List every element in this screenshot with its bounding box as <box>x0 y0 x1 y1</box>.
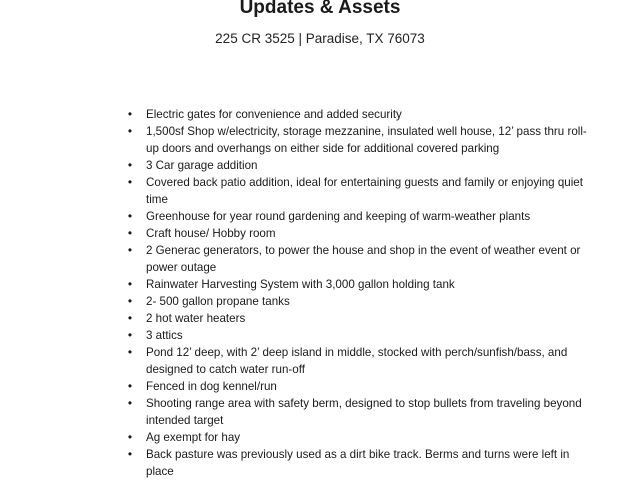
bullet-icon: • <box>127 226 133 240</box>
list-item-text: 2 Generac generators, to power the house and shop in the event of weather event or power outage <box>146 244 581 274</box>
list-item <box>124 157 594 174</box>
list-item <box>124 276 594 293</box>
bullet-icon: • <box>127 277 133 291</box>
bullet-icon: • <box>127 175 133 189</box>
property-address: 225 CR 3525 | Paradise, TX 76073 <box>215 31 425 46</box>
bullet-icon: • <box>127 447 133 461</box>
bullet-icon: • <box>127 107 133 121</box>
bullet-icon: • <box>127 379 133 393</box>
list-item <box>124 344 594 378</box>
list-item-text: Electric gates for convenience and added security <box>146 108 402 121</box>
bullet-icon: • <box>127 311 133 325</box>
bullet-icon: • <box>127 396 133 410</box>
bullet-icon: • <box>127 158 133 172</box>
bullet-icon: • <box>127 294 133 308</box>
list-item-text: Pond 12’ deep, with 2’ deep island in middle, stocked with perch/sunfish/bass, and designed to catch water run-off <box>146 346 568 376</box>
list-item <box>124 429 594 446</box>
list-item <box>124 174 594 208</box>
bullet-icon: • <box>127 243 133 257</box>
list-item-text: Greenhouse for year round gardening and keeping of warm-weather plants <box>146 210 531 223</box>
list-item-text: Covered back patio addition, ideal for entertaining guests and family or enjoying quiet time <box>146 176 583 206</box>
list-item-text: Ag exempt for hay <box>146 431 241 444</box>
list-item <box>124 378 594 395</box>
bullet-icon: • <box>127 209 133 223</box>
list-item-text: Back pasture was previously used as a dirt bike track. Berms and turns were left in place <box>146 448 570 478</box>
list-item-text: 3 Car garage addition <box>146 159 258 172</box>
list-item <box>124 446 594 480</box>
list-item <box>124 327 594 344</box>
list-item <box>124 208 594 225</box>
list-item-text: 2 hot water heaters <box>146 312 246 325</box>
bullet-icon: • <box>127 124 133 138</box>
list-item <box>124 123 594 157</box>
list-item-text: 1,500sf Shop w/electricity, storage mezzanine, insulated well house, 12’ pass thru roll-up doors and overhangs on either side for additional covered parking <box>146 125 587 155</box>
list-item <box>124 242 594 276</box>
list-item-text: Rainwater Harvesting System with 3,000 gallon holding tank <box>146 278 455 291</box>
list-item <box>124 106 594 123</box>
bullet-icon: • <box>127 345 133 359</box>
updates-list <box>124 106 594 480</box>
bullet-icon: • <box>127 430 133 444</box>
list-item <box>124 293 594 310</box>
list-item-text: Craft house/ Hobby room <box>146 227 276 240</box>
list-item <box>124 395 594 429</box>
list-item <box>124 310 594 327</box>
document-title: Updates & Assets <box>239 0 401 18</box>
list-item-text: 2- 500 gallon propane tanks <box>146 295 290 308</box>
list-item <box>124 225 594 242</box>
list-item-text: 3 attics <box>146 329 183 342</box>
bullet-icon: • <box>127 328 133 342</box>
list-item-text: Fenced in dog kennel/run <box>146 380 277 393</box>
list-item-text: Shooting range area with safety berm, designed to stop bullets from traveling beyond intended target <box>146 397 582 427</box>
